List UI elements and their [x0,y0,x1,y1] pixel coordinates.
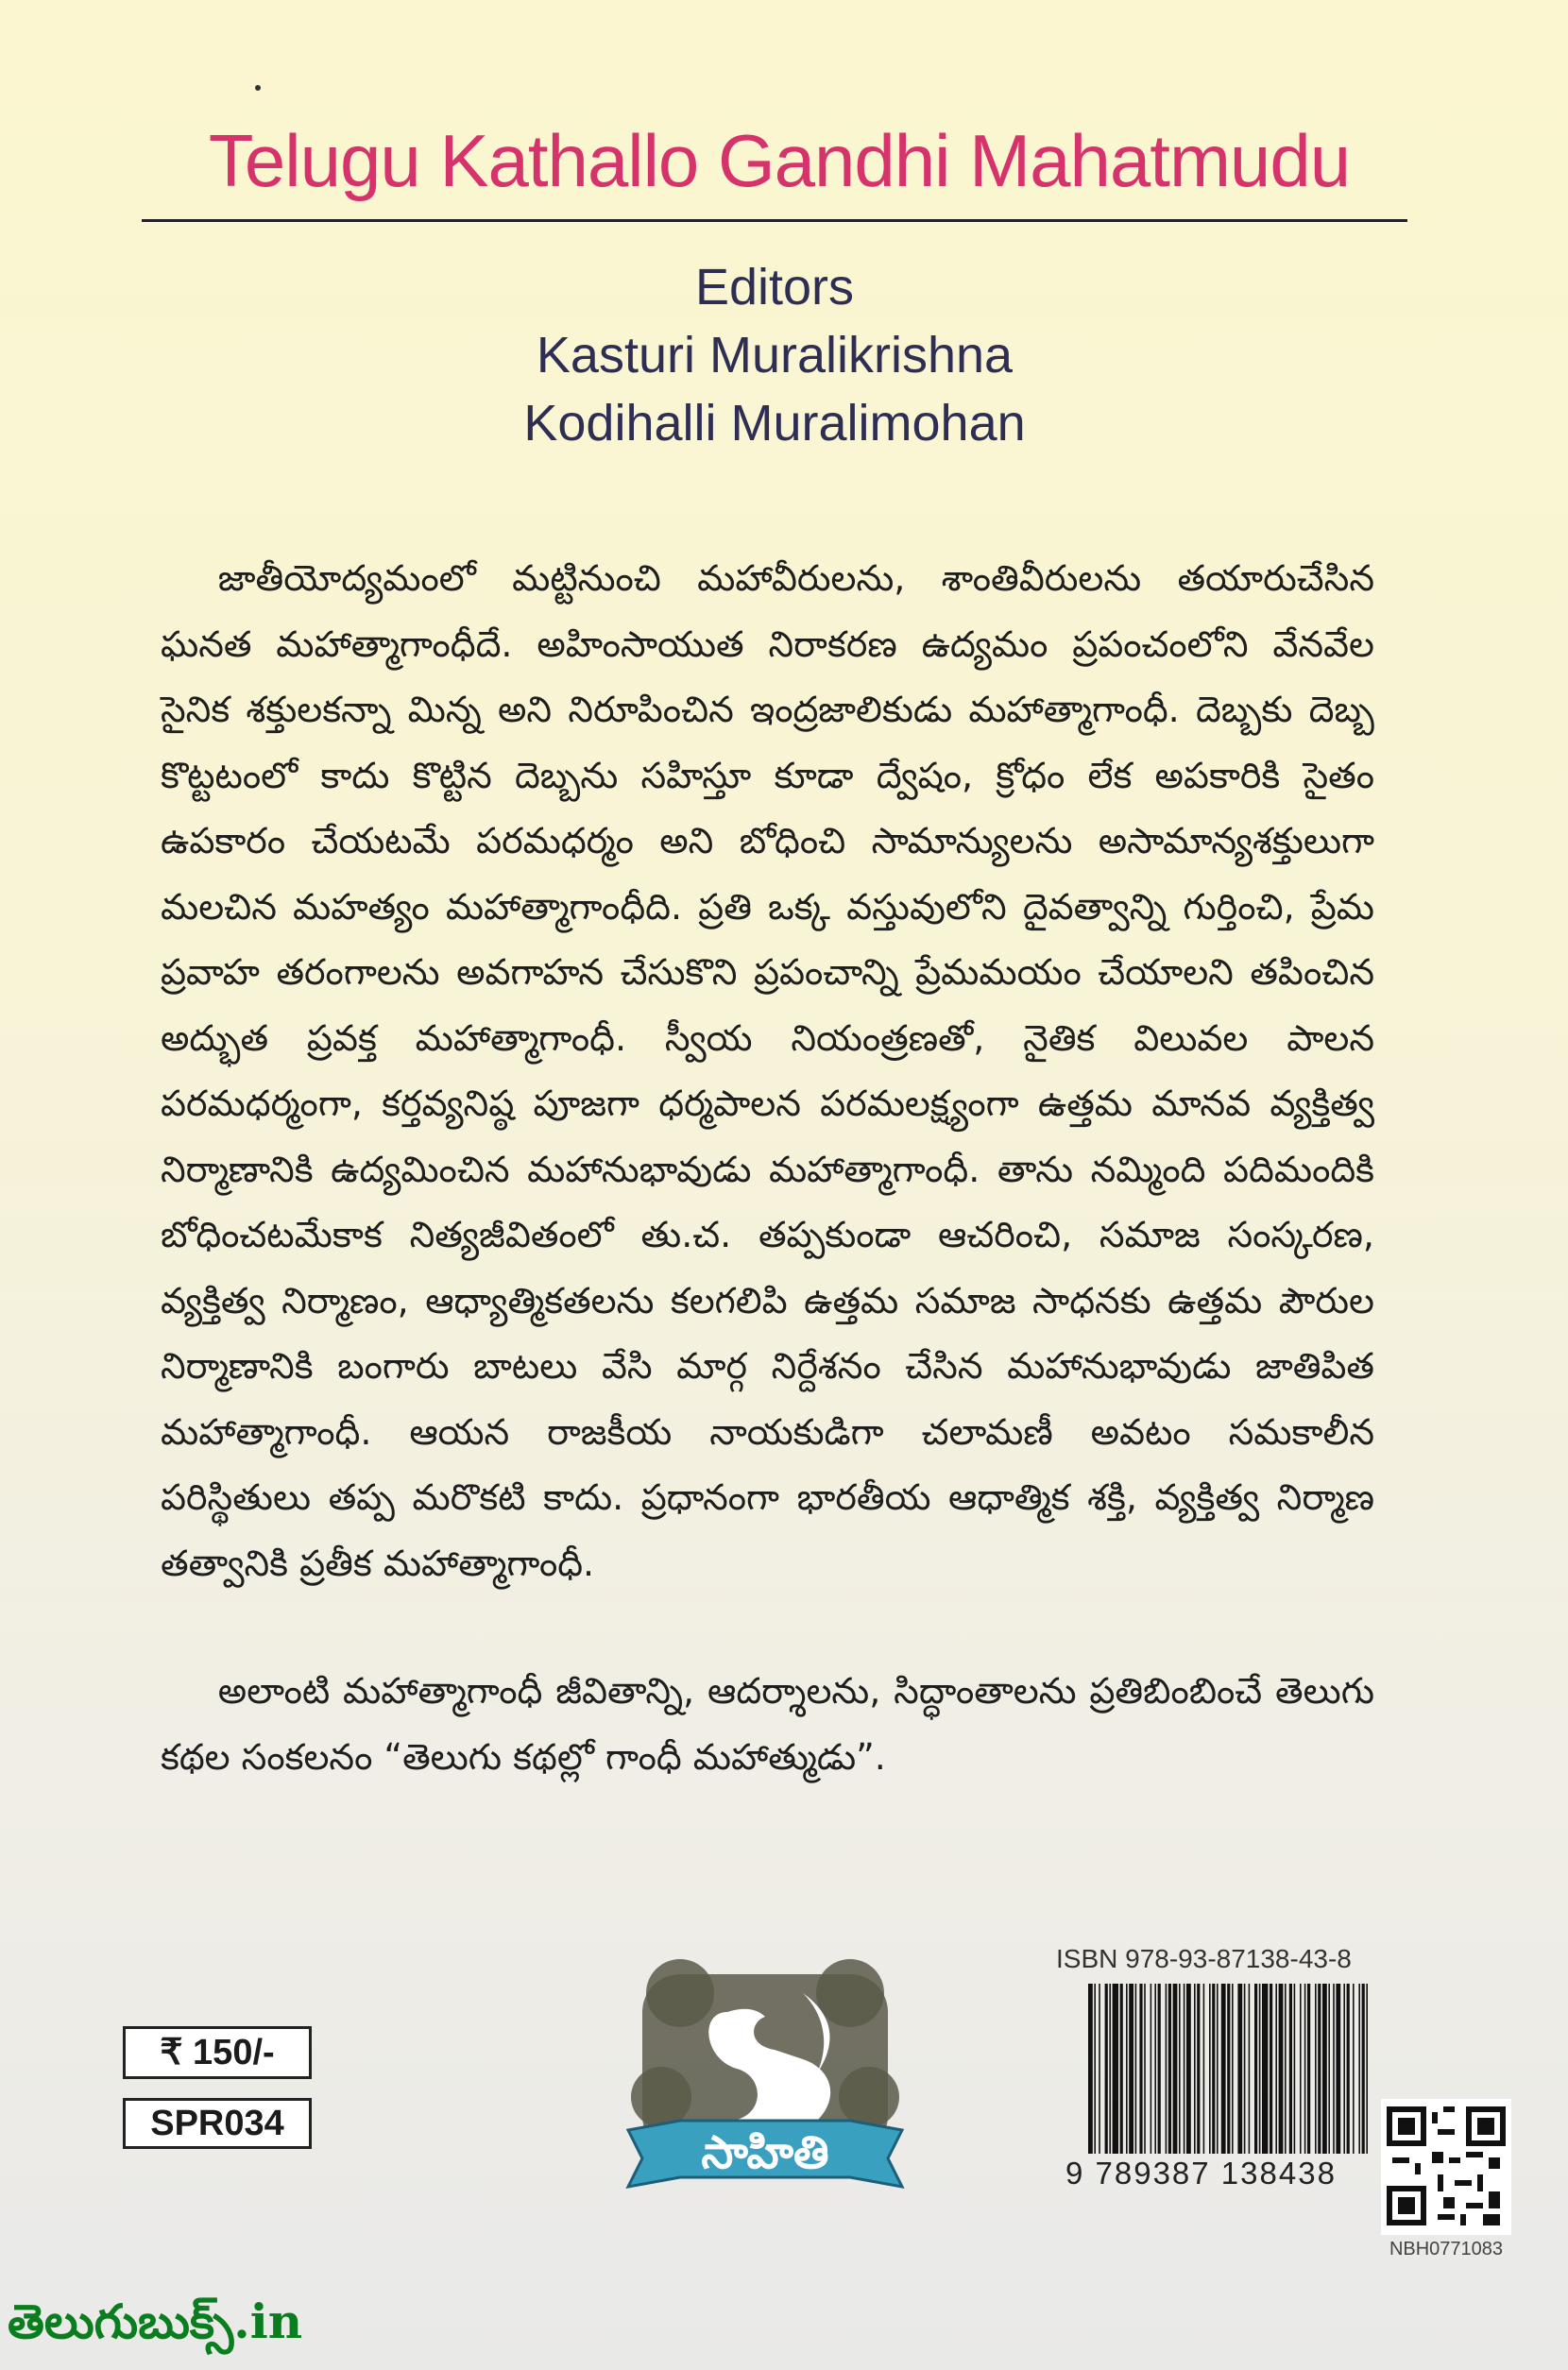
qr-code-label: NBH0771083 [1389,2239,1504,2259]
editor-name-2: Kodihalli Muralimohan [523,395,1026,452]
publisher-logo [623,1955,907,2210]
price-box: ₹ 150/- [123,2026,312,2079]
book-title: Telugu Kathallo Gandhi Mahatmudu [208,119,1351,202]
book-code-box: SPR034 [123,2098,312,2149]
editors-heading: Editors [694,259,855,315]
qr-code-icon [1381,2099,1511,2235]
barcode-digits: 9 789387 138438 [1065,2156,1337,2191]
ink-dot [255,85,261,91]
editor-name-1: Kasturi Muralikrishna [536,327,1014,384]
editors-block [425,253,1124,457]
blurb-paragraph-1: జాతీయోద్యమంలో మట్టినుంచి మహావీరులను, శాంతివీరులను తయారుచేసిన ఘనత మహాత్మాగాంధీదే. అహింసాయుత నిరాకరణ ఉద్యమం ప్రపంచంలోని వేనవేల సైనిక శక్తులకన్నా మిన్న అని నిరూపించిన ఇంద్రజాలికుడు మహాత్మాగాంధీ. దెబ్బకు దెబ్బ కొట్టటంలో కాదు కొట్టిన దెబ్బను సహిస్తూ కూడా ద్వేషం, క్రోధం లేక అపకారికి సైతం ఉపకారం చేయటమే పరమధర్మం అని బోధించి సామాన్యులను అసామాన్యశక్తులుగా మలచిన మహత్యం మహాత్మాగాంధీది. ప్రతి ఒక్క వస్తువులోని దైవత్వాన్ని గుర్తించి, ప్రేమ ప్రవాహ తరంగాలను అవగాహన చేసుకొని ప్రపంచాన్ని ప్రేమమయం చేయాలని తపించిన అద్భుత ప్రవక్త మహాత్మాగాంధీ. స్వీయ నియంత్రణతో, నైతిక విలువల పాలన పరమధర్మంగా, కర్తవ్యనిష్ఠ పూజగా ధర్మపాలన పరమలక్ష్యంగా ఉత్తమ మానవ వ్యక్తిత్వ నిర్మాణానికి ఉద్యమించిన మహానుభావుడు మహాత్మాగాంధీ. తాను నమ్మింది పదిమందికి బోధించటమేకాక నిత్యజీవితంలో తు.చ. తప్పకుండా ఆచరించి, సమాజ సంస్కరణ, వ్యక్తిత్వ నిర్మాణం, ఆధ్యాత్మికతలను కలగలిపి ఉత్తమ సమాజ సాధనకు ఉత్తమ పౌరుల నిర్మాణానికి బంగారు బాటలు వేసి మార్గ నిర్దేశనం చేసిన మహానుభావుడు జాతిపిత మహాత్మాగాంధీ. ఆయన రాజకీయ నాయకుడిగా చలామణీ అవటం సమకాలీన పరిస్థితులు తప్ప మరొకటి కాదు. ప్రధానంగా భారతీయ ఆధాత్మిక శక్తి, వ్యక్తిత్వ నిర్మాణ తత్వానికి ప్రతీక మహాత్మాగాంధీ. [161,557,1374,1584]
site-watermark: తెలుగుబుక్స్.in [8,2293,303,2349]
publisher-logo-text: సాహితి [701,2126,829,2179]
blurb [161,546,1374,1790]
isbn-text: ISBN 978-93-87138-43-8 [1056,1944,1352,1973]
blurb-paragraph-2: అలాంటి మహాత్మాగాంధీ జీవితాన్ని, ఆదర్శాలను, సిద్ధాంతాలను ప్రతిబింబించే తెలుగు కథల సంకలనం “తెలుగు కథల్లో గాంధీ మహాత్ముడు”. [161,1670,1374,1778]
barcode-icon [1086,1984,1370,2154]
title-rule [142,219,1407,222]
